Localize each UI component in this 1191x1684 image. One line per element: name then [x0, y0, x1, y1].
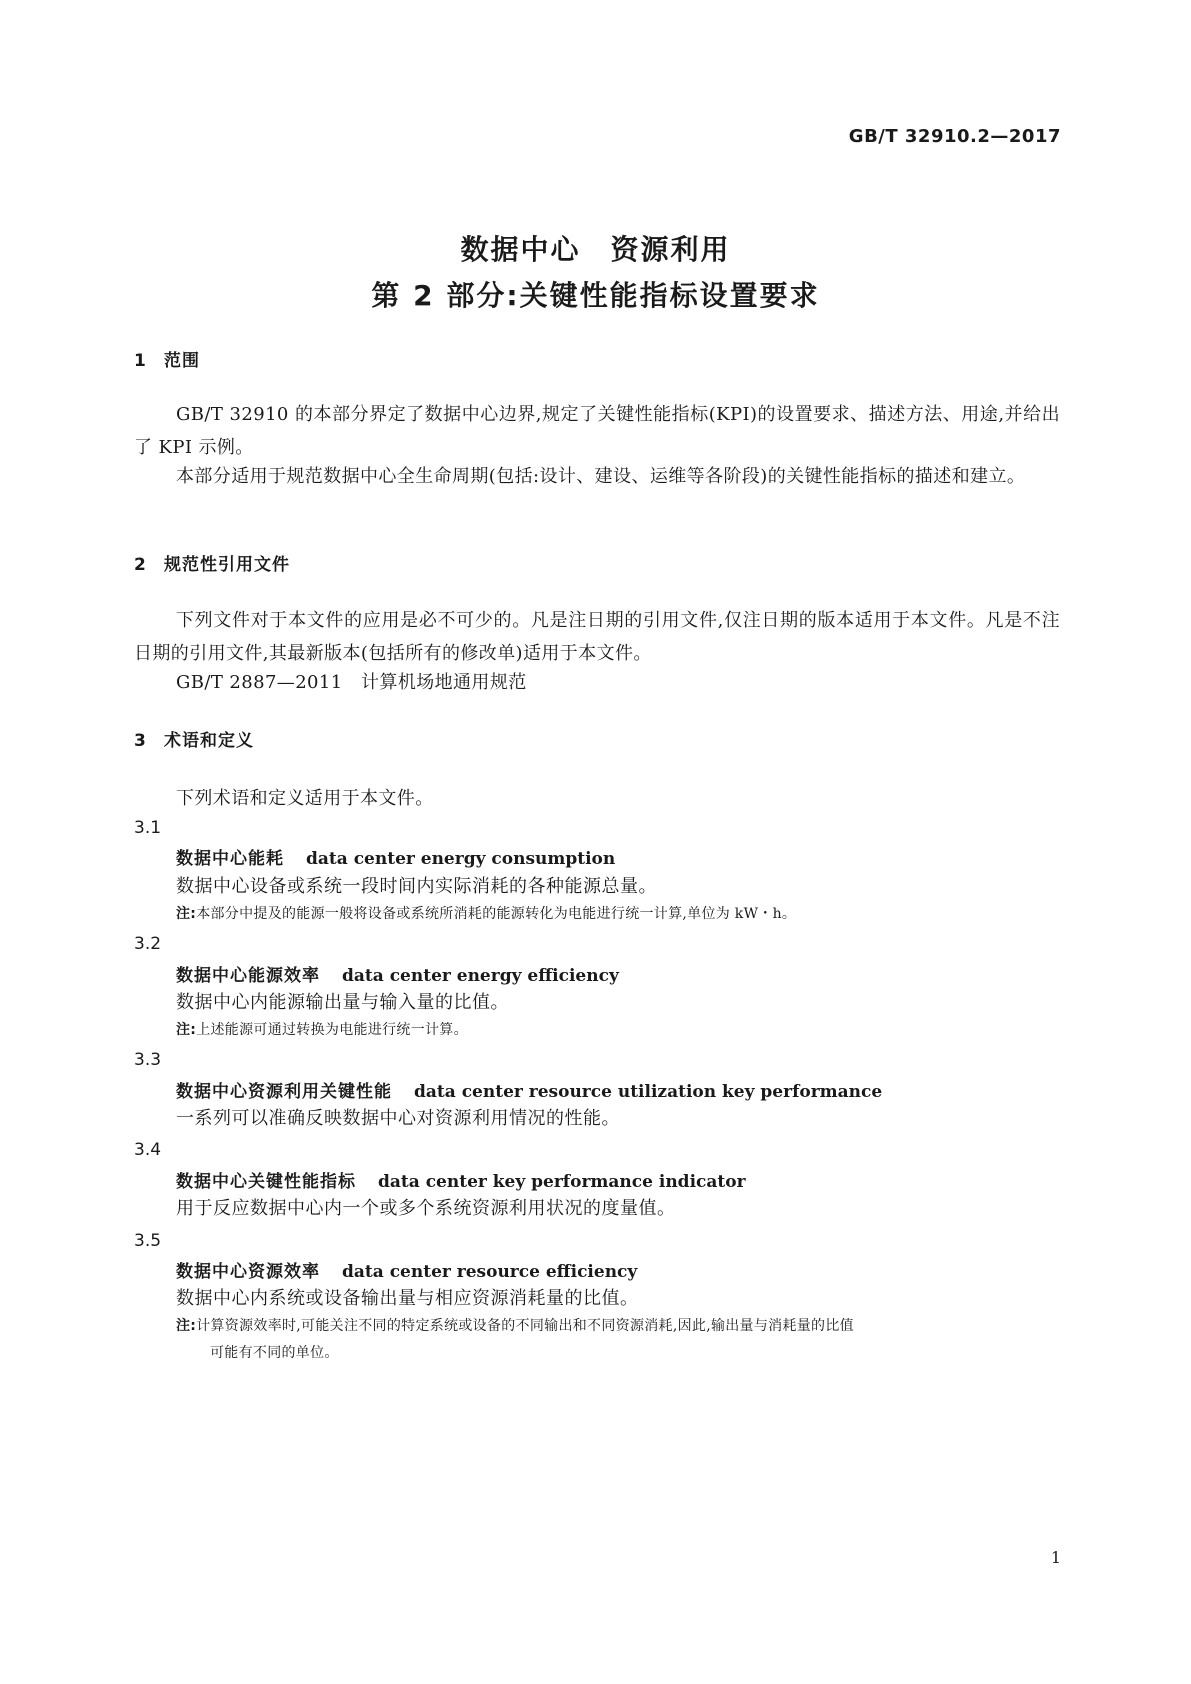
term-cn: 数据中心资源利用关键性能	[176, 1082, 392, 1102]
note-text-line1: 计算资源效率时,可能关注不同的特定系统或设备的不同输出和不同资源消耗,因此,输出量与消耗量的比值	[196, 1318, 854, 1334]
term-number: 3.2	[134, 934, 162, 954]
note-label: 注:	[176, 1318, 197, 1334]
term-en: data center resource utilization key performance	[414, 1082, 883, 1102]
term-heading	[176, 1077, 882, 1102]
term-en: data center energy consumption	[306, 849, 616, 869]
term-en: data center resource efficiency	[342, 1262, 638, 1282]
term-heading	[176, 1167, 746, 1192]
section-number: 1	[134, 351, 147, 371]
note-label: 注:	[176, 906, 197, 922]
term-cn: 数据中心能源效率	[176, 966, 320, 986]
term-en: data center energy efficiency	[342, 966, 619, 986]
term-note	[176, 901, 1060, 928]
section-heading-scope	[134, 346, 200, 371]
term-heading	[176, 1257, 637, 1282]
note-text: 本部分中提及的能源一般将设备或系统所消耗的能源转化为电能进行统一计算,单位为 kW・h。	[196, 906, 797, 922]
term-note	[176, 1313, 1060, 1367]
term-heading	[176, 961, 619, 986]
section-heading-normative-references	[134, 550, 290, 575]
term-heading	[176, 844, 615, 869]
section-number: 3	[134, 731, 147, 751]
reference-item: GB/T 2887—2011 计算机场地通用规范	[176, 672, 527, 693]
term-cn: 数据中心资源效率	[176, 1262, 320, 1282]
document-title-line2: 第 2 部分:关键性能指标设置要求	[371, 279, 820, 312]
section-title: 术语和定义	[164, 731, 254, 751]
section-heading-terms	[134, 726, 254, 751]
term-definition: 一系列可以准确反映数据中心对资源利用情况的性能。	[176, 1108, 620, 1129]
section-number: 2	[134, 555, 147, 575]
references-paragraph: 下列文件对于本文件的应用是必不可少的。凡是注日期的引用文件,仅注日期的版本适用于本文件。凡是不注日期的引用文件,其最新版本(包括所有的修改单)适用于本文件。	[134, 610, 1060, 664]
term-note	[176, 1017, 1060, 1044]
term-number: 3.3	[134, 1050, 162, 1070]
note-text-line2: 可能有不同的单位。	[210, 1345, 339, 1361]
term-number: 3.4	[134, 1140, 162, 1160]
terms-intro: 下列术语和定义适用于本文件。	[176, 788, 434, 809]
term-definition: 数据中心设备或系统一段时间内实际消耗的各种能源总量。	[176, 876, 657, 897]
term-definition: 数据中心内系统或设备输出量与相应资源消耗量的比值。	[176, 1288, 639, 1309]
term-cn: 数据中心关键性能指标	[176, 1172, 356, 1192]
term-number: 3.5	[134, 1231, 162, 1251]
term-number: 3.1	[134, 818, 162, 838]
term-cn: 数据中心能耗	[176, 849, 284, 869]
page-number: 1	[1050, 1548, 1061, 1567]
document-title-line1: 数据中心 资源利用	[460, 233, 731, 266]
note-text: 上述能源可通过转换为电能进行统一计算。	[196, 1022, 468, 1038]
section-title: 范围	[164, 351, 200, 371]
term-definition: 用于反应数据中心内一个或多个系统资源利用状况的度量值。	[176, 1198, 676, 1219]
term-en: data center key performance indicator	[378, 1172, 746, 1192]
term-definition: 数据中心内能源输出量与输入量的比值。	[176, 992, 509, 1013]
scope-paragraph-1: GB/T 32910 的本部分界定了数据中心边界,规定了关键性能指标(KPI)的设置要求、描述方法、用途,并给出了 KPI 示例。	[134, 404, 1060, 458]
section-title: 规范性引用文件	[164, 555, 290, 575]
scope-paragraph-2: 本部分适用于规范数据中心全生命周期(包括:设计、建设、运维等各阶段)的关键性能指标的描述和建立。	[176, 466, 1026, 487]
standard-number: GB/T 32910.2—2017	[848, 126, 1061, 147]
note-label: 注:	[176, 1022, 197, 1038]
